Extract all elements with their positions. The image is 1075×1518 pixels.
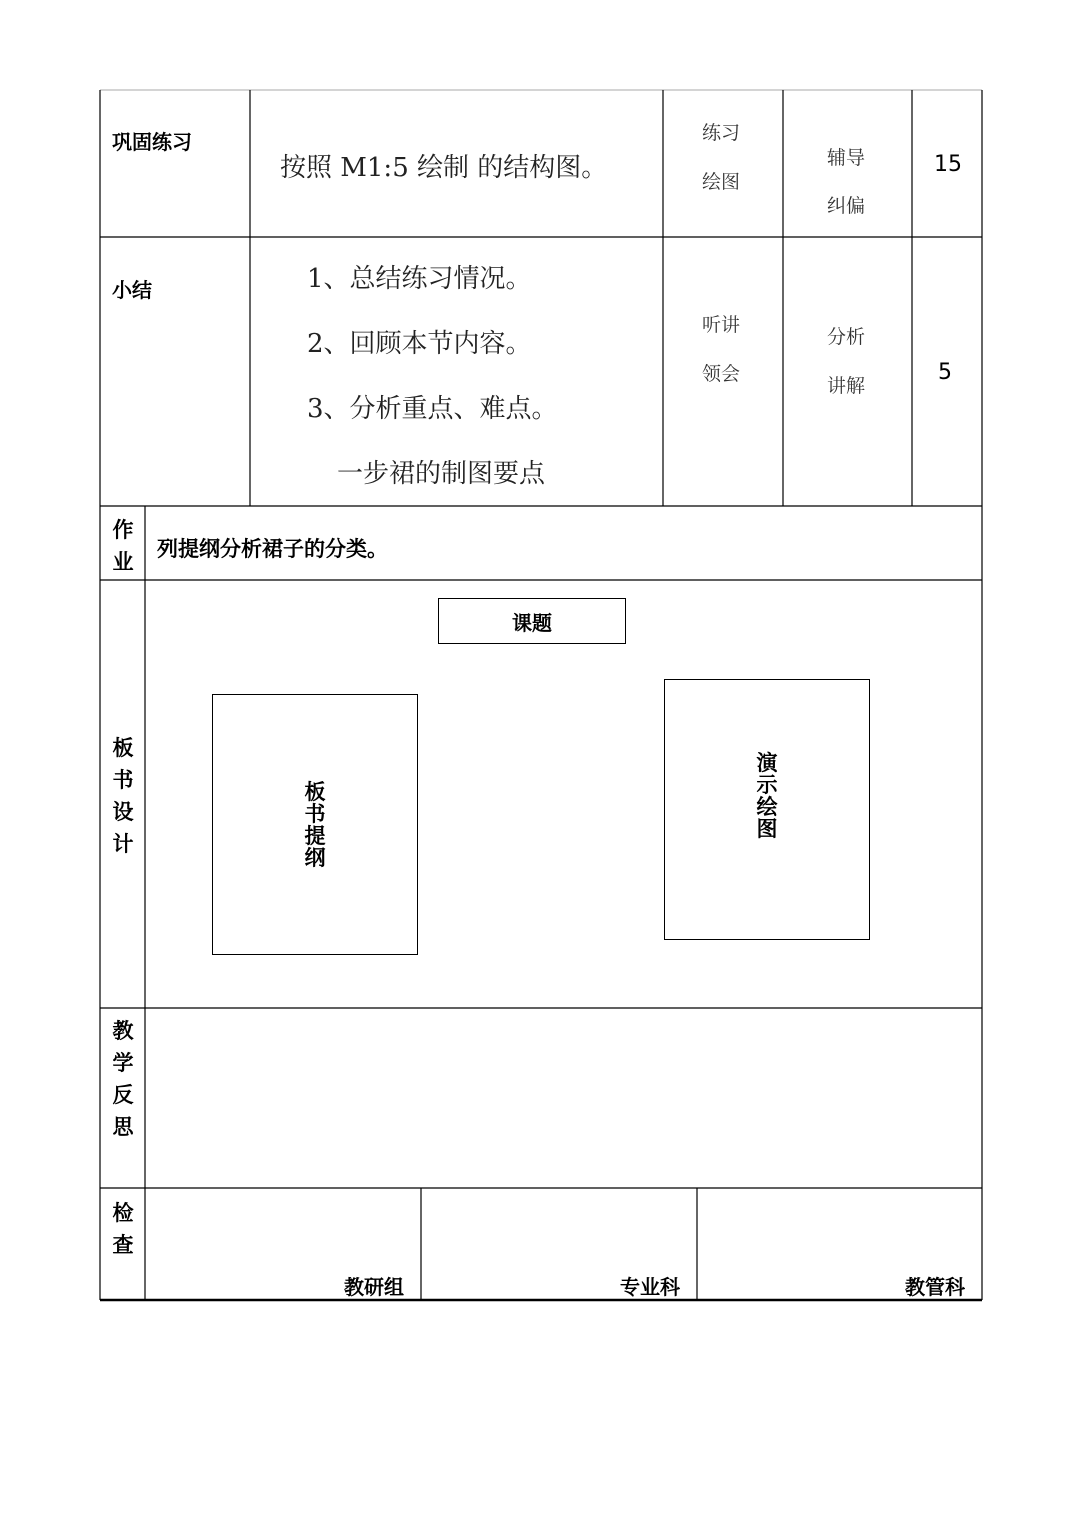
summary-student-activity-2: 领会: [702, 363, 741, 385]
practice-student-activity-2: 绘图: [702, 171, 741, 193]
homework-content: 列提纲分析裙子的分类。: [157, 537, 388, 561]
summary-minutes: 5: [938, 360, 952, 385]
summary-item-2: 2、回顾本节内容。: [307, 329, 532, 359]
topic-box: [438, 598, 626, 644]
reflection-label: 教学反思: [112, 1019, 134, 1139]
topic-box-text: 课题: [512, 610, 552, 635]
summary-student-activity-1: 听讲: [702, 314, 741, 336]
inspection-cell-department: 专业科: [620, 1275, 680, 1299]
practice-teacher-activity-1: 辅导: [827, 147, 866, 169]
practice-teacher-activity-2: 纠偏: [827, 195, 866, 217]
outline-box-text: 板书提纲: [304, 779, 326, 870]
demo-box: [664, 679, 870, 940]
inspection-cell-teaching-admin: 教管科: [905, 1275, 965, 1299]
summary-item-3: 3、分析重点、难点。: [307, 394, 558, 424]
practice-student-activity-1: 练习: [702, 122, 741, 144]
summary-teacher-activity-2: 讲解: [827, 375, 866, 397]
practice-content: 按照 M1:5 绘制 的结构图。: [280, 153, 608, 183]
practice-label: 巩固练习: [112, 130, 192, 154]
summary-item-4: 一步裙的制图要点: [337, 459, 546, 489]
summary-item-1: 1、总结练习情况。: [307, 264, 532, 294]
summary-teacher-activity-1: 分析: [827, 326, 866, 348]
inspection-label: 检查: [112, 1201, 134, 1257]
demo-box-text: 演示绘图: [756, 751, 778, 841]
homework-label: 作业: [112, 518, 134, 574]
practice-minutes: 15: [934, 152, 962, 177]
board-design-label: 板书设计: [112, 736, 134, 856]
outline-box: [212, 694, 418, 955]
inspection-cell-research-group: 教研组: [344, 1275, 404, 1299]
summary-label: 小结: [112, 278, 152, 302]
